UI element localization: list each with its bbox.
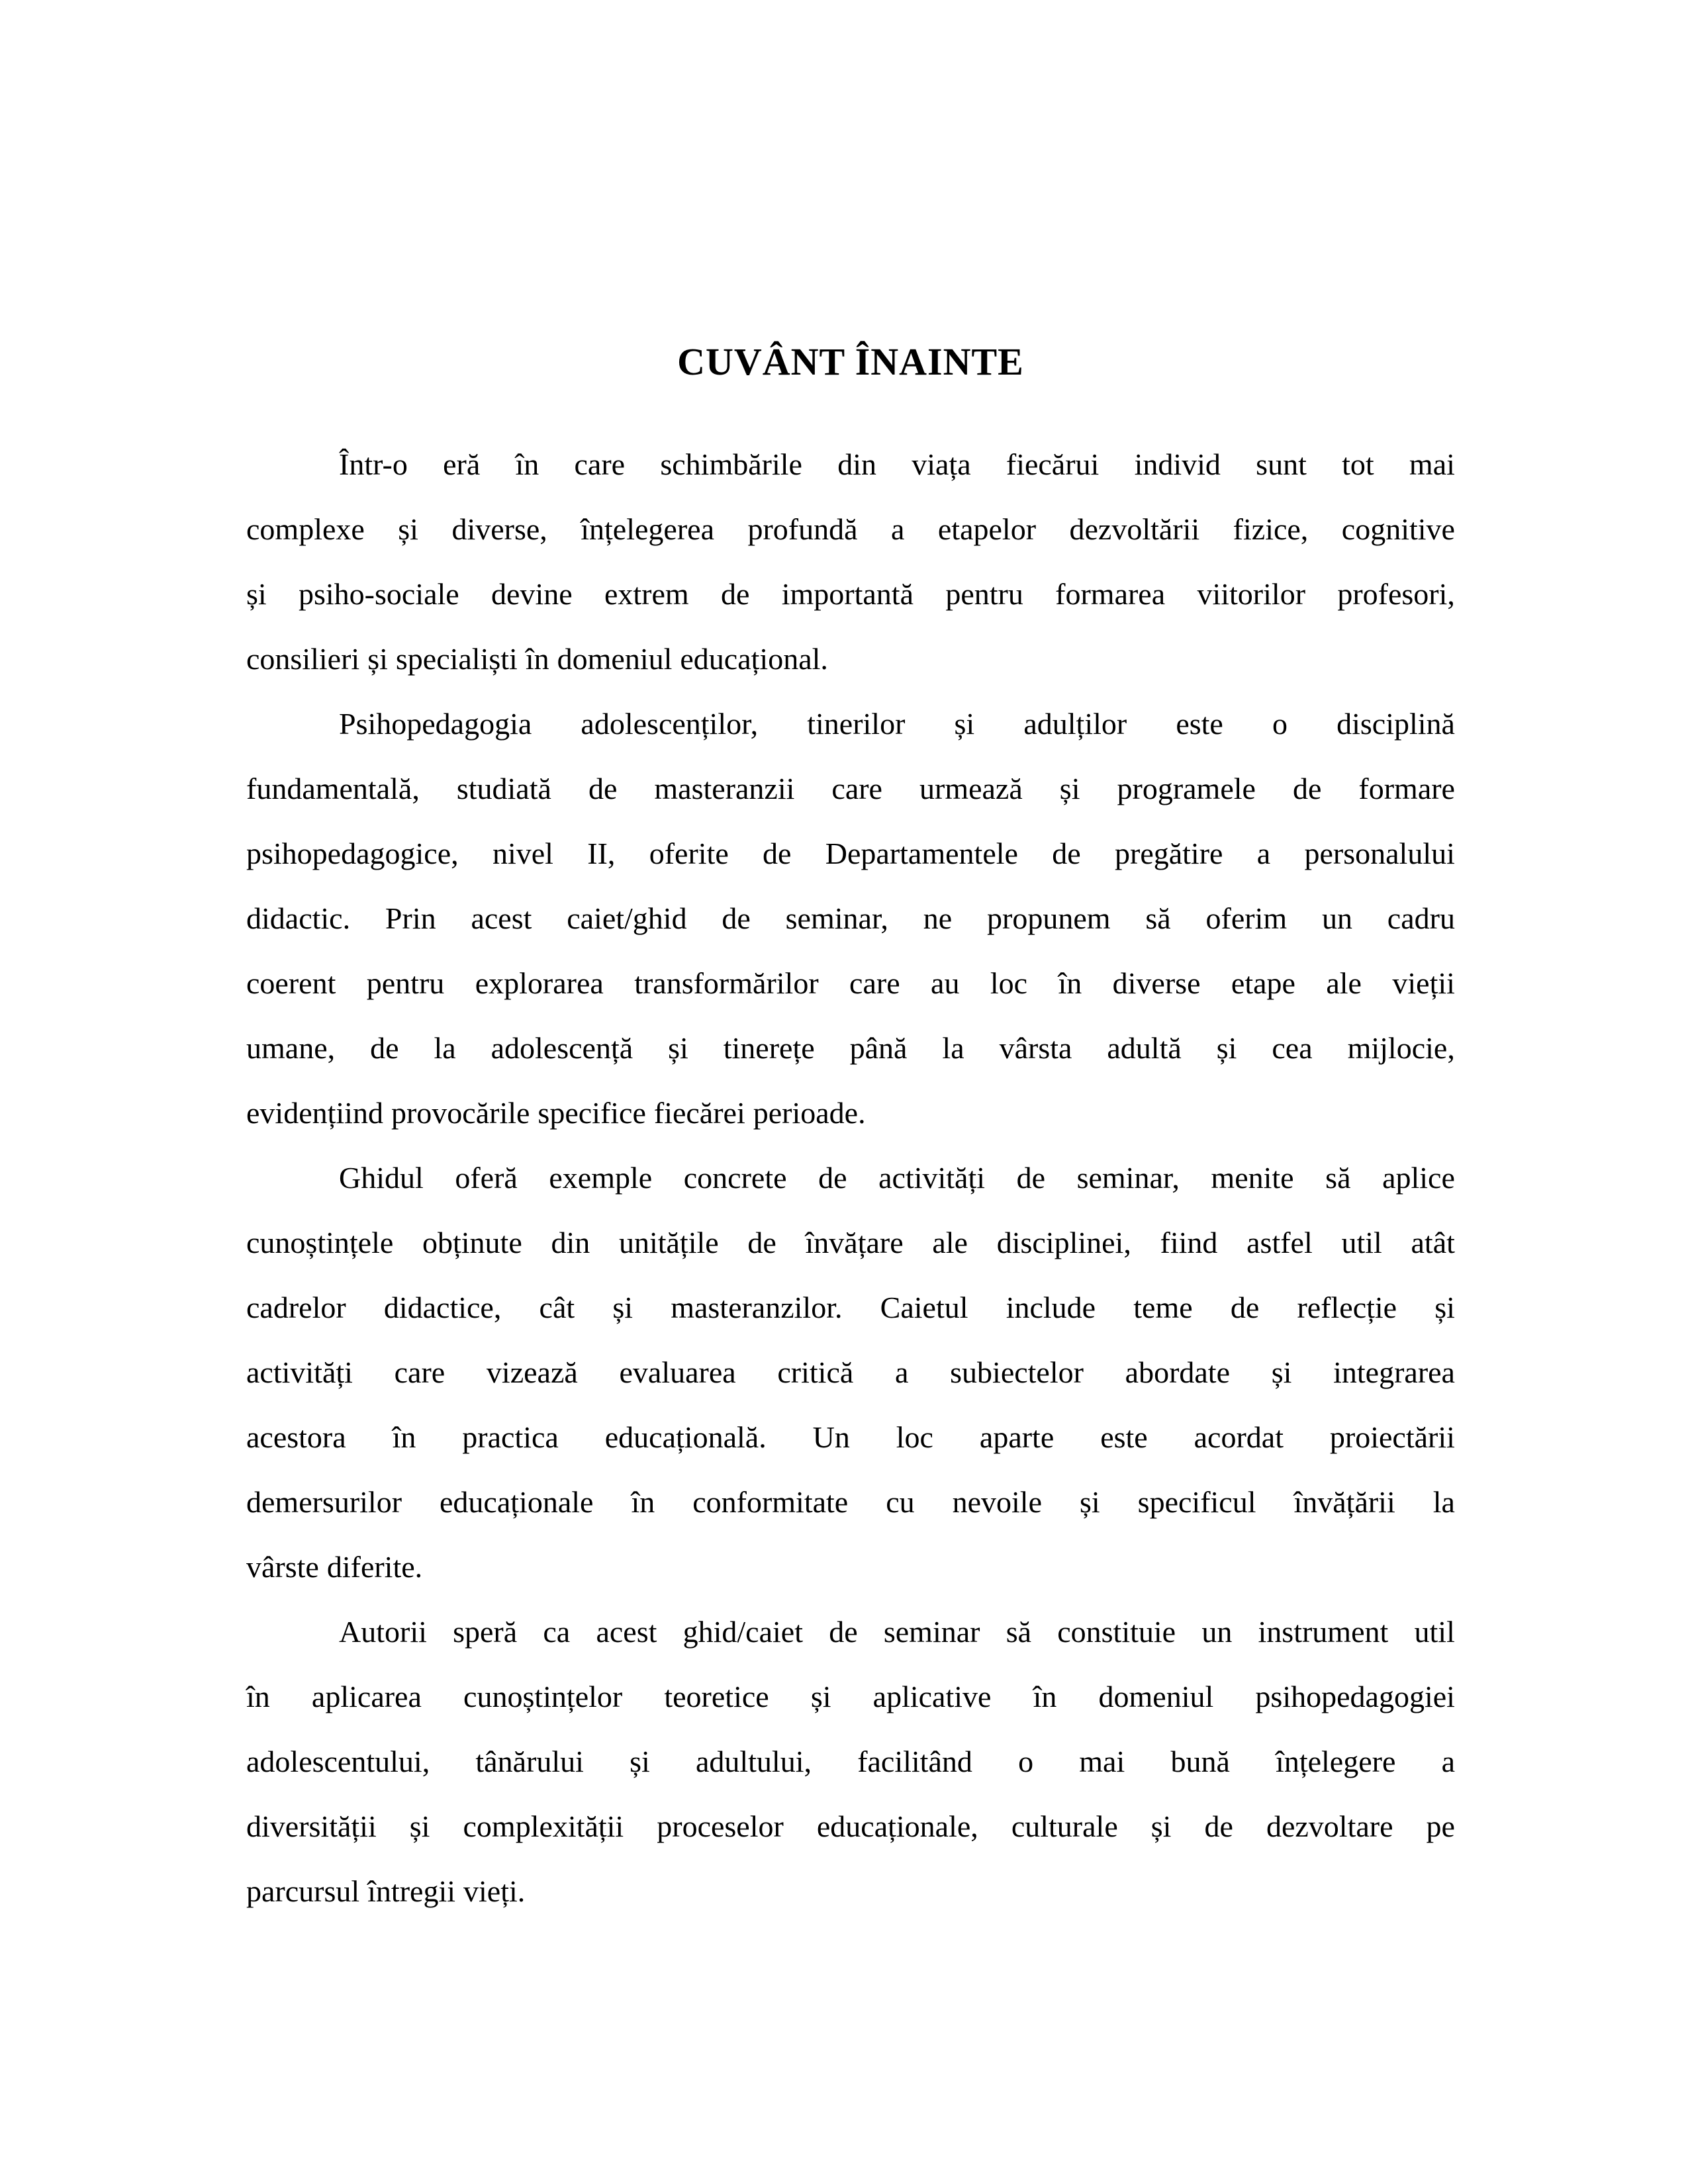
word: cunoștințelor (463, 1680, 623, 1713)
word: de (370, 1031, 399, 1065)
word: ale (932, 1226, 968, 1259)
word: învățare (805, 1226, 904, 1259)
word: masteranzii (654, 772, 795, 805)
word: și (1080, 1485, 1100, 1519)
word: specialiști (395, 642, 518, 676)
word: și (612, 1291, 633, 1324)
word: individ (1134, 447, 1221, 481)
word: teme (1133, 1291, 1193, 1324)
word: constituie (1057, 1615, 1176, 1649)
word: bună (1170, 1745, 1230, 1778)
text-line (246, 562, 1455, 627)
word: provocările (391, 1096, 530, 1130)
word: în (1033, 1680, 1057, 1713)
word: explorarea (475, 966, 604, 1000)
word: umane, (246, 1031, 336, 1065)
word: diverse (1112, 966, 1201, 1000)
word: și (668, 1031, 688, 1065)
word: tânărului (475, 1745, 584, 1778)
page-content (246, 334, 1455, 1924)
word: integrarea (1333, 1355, 1455, 1389)
word: cunoștințele (246, 1226, 394, 1259)
word: să (1006, 1615, 1032, 1649)
word: urmează (919, 772, 1023, 805)
word: aplicarea (311, 1680, 422, 1713)
word: Psihopedagogia (339, 707, 532, 741)
word: în (525, 642, 549, 676)
word: nivel (492, 837, 553, 870)
word: în (515, 447, 539, 481)
word: didactic. (246, 901, 351, 935)
word: mijlocie, (1347, 1031, 1455, 1065)
word: care (394, 1355, 445, 1389)
word: care (574, 447, 626, 481)
word: oferite (649, 837, 729, 870)
word: perioade. (753, 1096, 866, 1130)
word: viitorilor (1197, 577, 1306, 611)
word: cognitive (1341, 512, 1455, 546)
text-line (246, 1210, 1455, 1275)
word: să (1325, 1161, 1351, 1195)
word: importantă (781, 577, 914, 611)
word: este (1100, 1420, 1148, 1454)
word: și (954, 707, 975, 741)
word: de (829, 1615, 858, 1649)
text-line (246, 886, 1455, 951)
word: și (367, 642, 388, 676)
word: psihopedagogice, (246, 837, 459, 870)
word: vieți. (463, 1874, 526, 1908)
word: speră (453, 1615, 518, 1649)
word: seminar (883, 1615, 980, 1649)
word: și (1059, 772, 1080, 805)
word: este (1176, 707, 1223, 741)
word: o (1018, 1745, 1034, 1778)
word: la (1432, 1485, 1455, 1519)
word: propunem (987, 901, 1111, 935)
word: de (721, 577, 750, 611)
text-line (246, 1600, 1455, 1664)
word: de (818, 1161, 847, 1195)
word: și (409, 1809, 430, 1843)
word: viața (912, 447, 971, 481)
word: complexe (246, 512, 365, 546)
word: acest (471, 901, 532, 935)
word: de (1230, 1291, 1260, 1324)
word: la (434, 1031, 456, 1065)
word: acordat (1194, 1420, 1284, 1454)
word: vizează (486, 1355, 578, 1389)
word: au (931, 966, 960, 1000)
word: și (246, 577, 267, 611)
word: evaluarea (619, 1355, 736, 1389)
word: adolescență (491, 1031, 633, 1065)
word: Ghidul (339, 1161, 424, 1195)
word: educațională. (604, 1420, 767, 1454)
text-line (246, 432, 1455, 497)
word: Autorii (339, 1615, 427, 1649)
word: activități (878, 1161, 986, 1195)
word: un (1321, 901, 1352, 935)
word: de (1016, 1161, 1046, 1195)
word: a (891, 512, 905, 546)
word: studiată (456, 772, 551, 805)
word: reflecție (1297, 1291, 1397, 1324)
word: atât (1411, 1226, 1455, 1259)
word: diverse, (451, 512, 547, 546)
word: de (1204, 1809, 1233, 1843)
text-line (246, 951, 1455, 1016)
word: loc (896, 1420, 933, 1454)
word: în (1058, 966, 1082, 1000)
word: fiecărui (1006, 447, 1100, 481)
word: tinerilor (807, 707, 906, 741)
word: profesori, (1337, 577, 1455, 611)
word: conformitate (692, 1485, 849, 1519)
word: care (831, 772, 882, 805)
word: formarea (1055, 577, 1166, 611)
word: concrete (683, 1161, 787, 1195)
word: adultului, (695, 1745, 812, 1778)
word: activități (246, 1355, 353, 1389)
word: cu (886, 1485, 915, 1519)
text-line (246, 627, 1455, 692)
word: etape (1231, 966, 1295, 1000)
word: mai (1079, 1745, 1125, 1778)
word: facilitând (857, 1745, 972, 1778)
word: adultă (1107, 1031, 1182, 1065)
word: util (1414, 1615, 1455, 1649)
text-line (246, 1275, 1455, 1340)
word: instrument (1258, 1615, 1389, 1649)
word: caiet/ghid (567, 901, 687, 935)
word: abordate (1125, 1355, 1231, 1389)
word: și (1434, 1291, 1455, 1324)
word: adolescenților, (581, 707, 759, 741)
word: seminar, (785, 901, 888, 935)
word: mai (1409, 447, 1455, 481)
text-line (246, 1729, 1455, 1794)
word: Departamentele (825, 837, 1018, 870)
word: aplice (1382, 1161, 1455, 1195)
word: specifice (538, 1096, 646, 1130)
word: tot (1342, 447, 1374, 481)
word: teoretice (664, 1680, 769, 1713)
paragraph-guide (246, 1146, 1455, 1600)
word: cadru (1387, 901, 1455, 935)
word: să (1145, 901, 1171, 935)
word: cât (539, 1291, 575, 1324)
word: acest (596, 1615, 657, 1649)
word: și (1216, 1031, 1237, 1065)
word: menite (1211, 1161, 1294, 1195)
word: care (849, 966, 900, 1000)
word: un (1201, 1615, 1233, 1649)
word: masteranzilor. (671, 1291, 843, 1324)
word: critică (777, 1355, 854, 1389)
word: II, (587, 837, 616, 870)
word: până (849, 1031, 908, 1065)
word: obținute (422, 1226, 522, 1259)
word: a (1256, 837, 1271, 870)
word: cadrelor (246, 1291, 346, 1324)
word: proiectării (1329, 1420, 1455, 1454)
word: pentru (366, 966, 445, 1000)
word: pe (1426, 1809, 1455, 1843)
word: Un (812, 1420, 850, 1454)
word: aparte (979, 1420, 1055, 1454)
word: nevoile (952, 1485, 1043, 1519)
word: specificul (1137, 1485, 1256, 1519)
word: pregătire (1115, 837, 1223, 870)
word: disciplinei, (996, 1226, 1131, 1259)
word: înțelegerea (581, 512, 714, 546)
word: o (1272, 707, 1288, 741)
word: de (1052, 837, 1081, 870)
text-line (246, 692, 1455, 756)
word: și (1271, 1355, 1292, 1389)
word: evidențiind (246, 1096, 383, 1130)
word: în (246, 1680, 270, 1713)
text-line (246, 1016, 1455, 1081)
word: de (747, 1226, 776, 1259)
word: consilieri (246, 642, 360, 676)
word: fundamentală, (246, 772, 420, 805)
page-title: CUVÂNT ÎNAINTE (677, 340, 1024, 383)
word: loc (990, 966, 1028, 1000)
word: adolescentului, (246, 1745, 430, 1778)
word: programele (1117, 772, 1256, 805)
word: exemple (549, 1161, 653, 1195)
word: aplicative (872, 1680, 992, 1713)
word: subiectelor (950, 1355, 1084, 1389)
word: personalului (1304, 837, 1455, 870)
word: dezvoltare (1266, 1809, 1393, 1843)
word: și (398, 512, 418, 546)
text-line (246, 1859, 1455, 1924)
word: tinerețe (723, 1031, 815, 1065)
paragraph-authors (246, 1600, 1455, 1924)
word: Caietul (880, 1291, 968, 1324)
word: și (1150, 1809, 1172, 1843)
text-line (246, 1535, 1455, 1600)
word: în (631, 1485, 655, 1519)
word: vârste (246, 1550, 319, 1584)
word: proceselor (657, 1809, 784, 1843)
word: fiind (1160, 1226, 1218, 1259)
word: din (551, 1226, 590, 1259)
word: didactice, (383, 1291, 502, 1324)
word: ca (543, 1615, 571, 1649)
word: la (942, 1031, 964, 1065)
word: seminar, (1076, 1161, 1180, 1195)
word: disciplină (1336, 707, 1455, 741)
text-line (246, 1081, 1455, 1146)
word: vârsta (999, 1031, 1072, 1065)
word: diferite. (326, 1550, 423, 1584)
word: Prin (385, 901, 436, 935)
word: din (837, 447, 876, 481)
word: pentru (945, 577, 1023, 611)
word: formare (1358, 772, 1455, 805)
word: coerent (246, 966, 336, 1000)
word: oferim (1205, 901, 1288, 935)
word: a (1441, 1745, 1455, 1778)
word: și (810, 1680, 831, 1713)
text-line (246, 756, 1455, 821)
word: de (1292, 772, 1322, 805)
word: vieții (1392, 966, 1455, 1000)
word: Într-o (339, 447, 408, 481)
text-line (246, 821, 1455, 886)
word: adulților (1023, 707, 1127, 741)
word: domeniul (1098, 1680, 1214, 1713)
text-line (246, 1664, 1455, 1729)
word: complexității (463, 1809, 624, 1843)
paragraph-intro (246, 432, 1455, 692)
word: etapelor (937, 512, 1037, 546)
word: educaționale, (816, 1809, 978, 1843)
word: util (1341, 1226, 1382, 1259)
word: înțelegere (1276, 1745, 1396, 1778)
word: transformărilor (634, 966, 819, 1000)
word: domeniul (557, 642, 673, 676)
text-line (246, 1405, 1455, 1470)
word: de (722, 901, 751, 935)
word: psihopedagogiei (1255, 1680, 1455, 1713)
word: în (392, 1420, 416, 1454)
word: ne (923, 901, 953, 935)
word: schimbările (660, 447, 802, 481)
word: include (1006, 1291, 1096, 1324)
word: astfel (1246, 1226, 1313, 1259)
text-line (246, 1340, 1455, 1405)
word: parcursul (246, 1874, 360, 1908)
word: învățării (1293, 1485, 1395, 1519)
word: psiho-sociale (299, 577, 459, 611)
word: întregii (367, 1874, 456, 1908)
text-line (246, 1470, 1455, 1535)
word: a (895, 1355, 909, 1389)
word: ale (1326, 966, 1362, 1000)
word: fiecărei (653, 1096, 745, 1130)
text-line (246, 497, 1455, 562)
word: educaționale (440, 1485, 594, 1519)
word: eră (443, 447, 481, 481)
word: devine (491, 577, 573, 611)
word: fizice, (1233, 512, 1309, 546)
word: sunt (1256, 447, 1307, 481)
word: acestora (246, 1420, 346, 1454)
word: ghid/caiet (682, 1615, 803, 1649)
word: dezvoltării (1069, 512, 1200, 546)
word: profundă (747, 512, 858, 546)
text-line (246, 1146, 1455, 1210)
word: extrem (604, 577, 689, 611)
word: de (763, 837, 792, 870)
word: oferă (455, 1161, 518, 1195)
paragraph-discipline (246, 692, 1455, 1146)
word: educațional. (680, 642, 828, 676)
word: și (630, 1745, 650, 1778)
word: diversității (246, 1809, 377, 1843)
word: cea (1272, 1031, 1313, 1065)
word: practica (462, 1420, 559, 1454)
word: de (588, 772, 618, 805)
word: demersurilor (246, 1485, 402, 1519)
word: unitățile (618, 1226, 719, 1259)
text-line (246, 1794, 1455, 1859)
word: culturale (1011, 1809, 1118, 1843)
